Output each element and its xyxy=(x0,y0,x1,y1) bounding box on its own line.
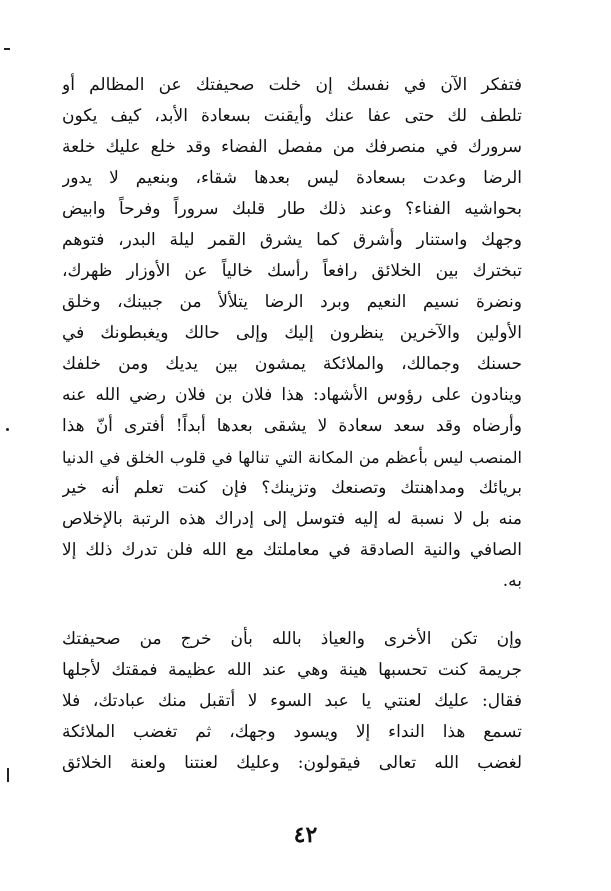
text-line: تسمع هذا النداء إلا ويسود وجهك، ثم تغضب الملائكة xyxy=(62,722,522,742)
margin-mark xyxy=(6,428,9,431)
text-line: لغضب الله تعالى فيقولون: وعليك لعنتنا ولعنة الخلائق xyxy=(62,753,522,773)
text-line: فتفكر الآن في نفسك إن خلت صحيفتك عن المظالم أو xyxy=(62,75,522,95)
text-line: وأرضاه وقد سعد سعادة لا يشقى بعدها أبداً! أفترى أنّ هذا xyxy=(62,416,522,436)
margin-mark xyxy=(4,48,10,50)
text-line: الصافي والنية الصادقة في معاملتك مع الله فلن تدرك ذلك إلا xyxy=(62,540,522,560)
text-line: فقال: عليك لعنتي يا عبد السوء لا أتقبل منك عبادتك، فلا xyxy=(62,691,522,711)
text-line: تبخترك بين الخلائق رافعاً رأسك خالياً عن الأوزار ظهرك، xyxy=(62,261,522,281)
text-line: الرضا وعدت بسعادة ليس بعدها شقاء، وبنعيم لا يدور xyxy=(62,168,522,188)
paragraph-1 xyxy=(62,70,522,597)
text-line: حسنك وجمالك، والملائكة يمشون بين يديك ومن خلفك xyxy=(62,354,522,374)
text-line: سرورك في منصرفك من مفصل الفضاء وقد خلع عليك خلعة xyxy=(62,137,522,157)
text-line: وينادون على رؤوس الأشهاد: هذا فلان بن فلان رضي الله عنه xyxy=(62,385,522,405)
page-number: ٤٢ xyxy=(293,822,318,848)
text-line: بحواشيه الفناء؟ وعند ذلك طار قلبك سروراً وفرحاً وابيض xyxy=(62,199,522,219)
text-line: ونضرة نسيم النعيم وبرد الرضا يتلألأ من جبينك، وخلق xyxy=(62,292,522,312)
text-line: الأولين والآخرين ينظرون إليك وإلى حالك ويغبطونك في xyxy=(62,323,522,343)
text-line: تلطف لك حتى عفا عنك وأيقنت بسعادة الأبد، كيف يكون xyxy=(62,106,522,126)
margin-mark xyxy=(7,768,9,782)
text-line: وجهك واستنار وأشرق كما يشرق القمر ليلة البدر، فتوهم xyxy=(62,230,522,250)
text-line: به. xyxy=(502,571,522,591)
paragraph-2 xyxy=(62,624,522,779)
text-line: منه بل لا نسبة له إليه فتوسل إلى إدراك هذه الرتبة بالإخلاص xyxy=(62,509,522,529)
text-line: جريمة كنت تحسبها هينة وهي عند الله عظيمة فمقتك لأجلها xyxy=(62,660,522,680)
text-line: بريائك ومداهنتك وتصنعك وتزينك؟ فإن كنت تعلم أنه خير xyxy=(62,478,522,498)
text-line: المنصب ليس بأعظم من المكانة التي تنالها في قلوب الخلق في الدنيا xyxy=(62,448,522,467)
text-line: وإن تكن الأخرى والعياذ بالله بأن خرج من صحيفتك xyxy=(62,629,522,649)
